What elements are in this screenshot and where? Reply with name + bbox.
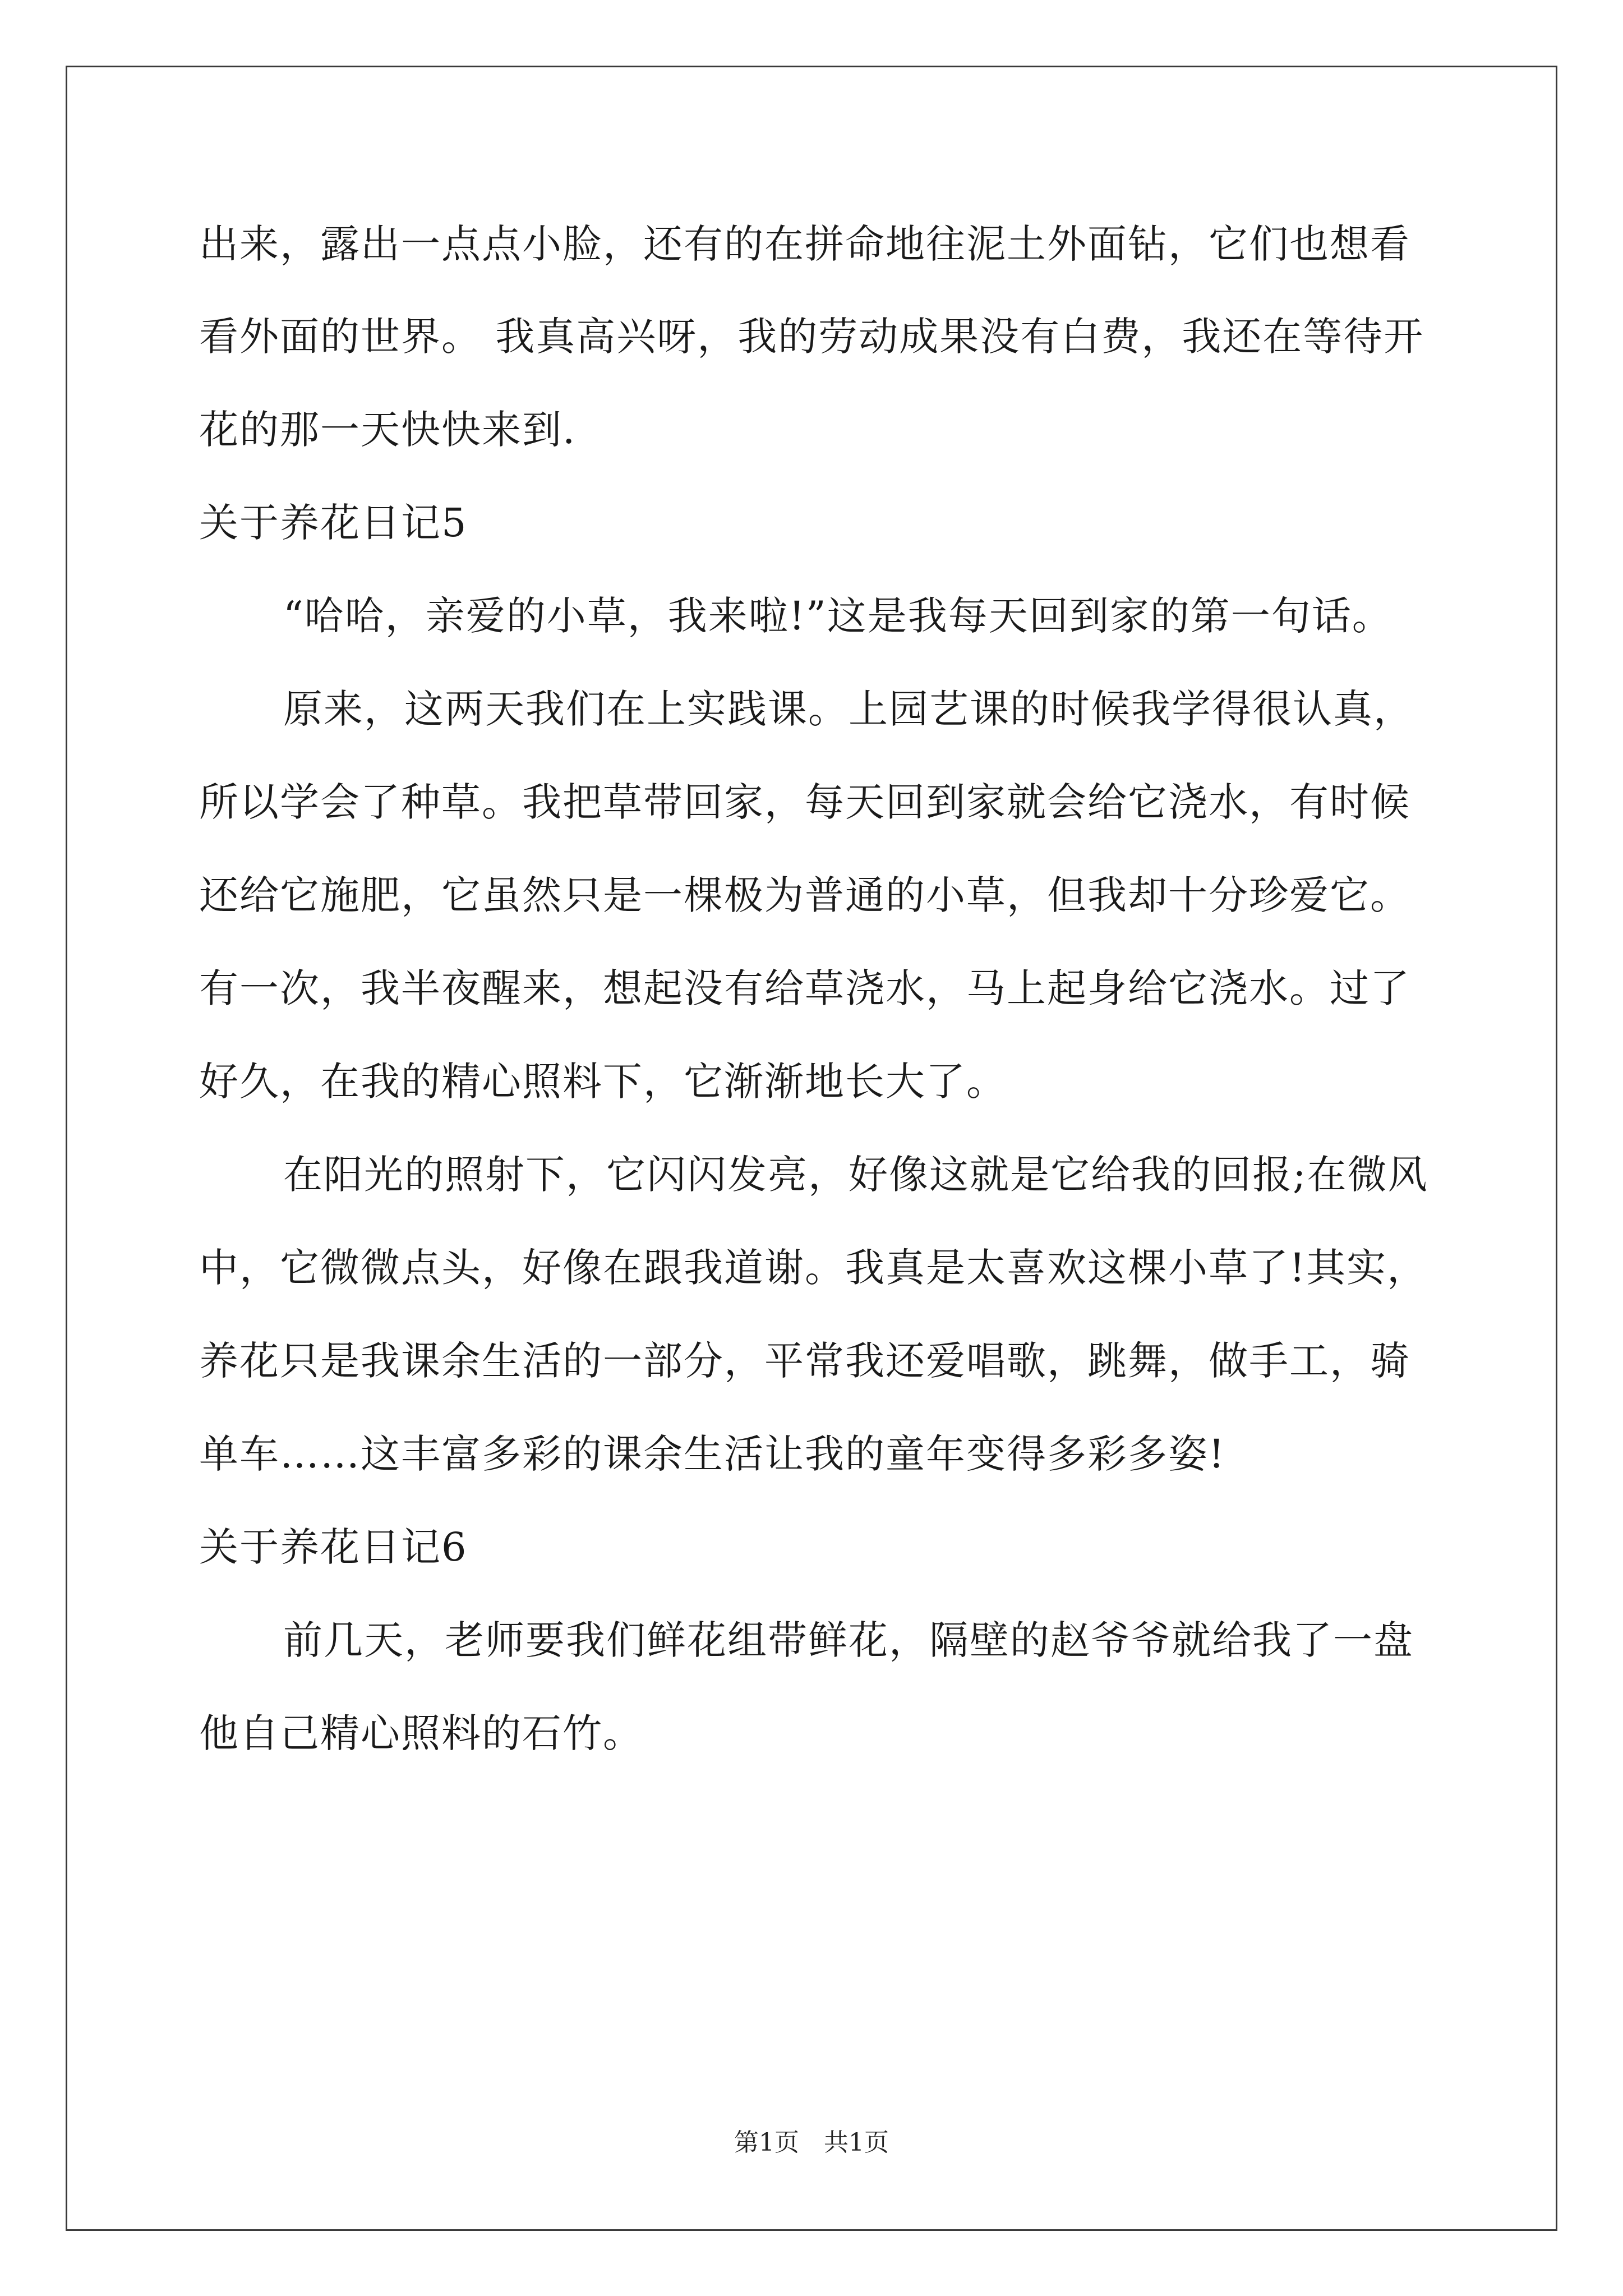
page-total: 共1页 (824, 2128, 889, 2157)
text-line: 中，它微微点头，好像在跟我道谢。我真是太喜欢这棵小草了!其实， (199, 1245, 1428, 1291)
paragraph-start: “哈哈，亲爱的小草，我来啦!”这是我每天回到家的第一句话。 (283, 593, 1393, 639)
section-heading: 关于养花日记5 (199, 500, 468, 546)
page-border (66, 66, 1557, 2231)
text-line: 养花只是我课余生活的一部分，平常我还爱唱歌，跳舞，做手工，骑 (199, 1338, 1410, 1384)
page-number: 第1页 (734, 2128, 799, 2157)
text-line: 花的那一天快快来到. (199, 407, 577, 453)
page-footer (0, 2129, 1623, 2157)
text-line: 单车……这丰富多彩的课余生活让我的童年变得多彩多姿! (199, 1431, 1226, 1477)
text-line: 他自己精心照料的石竹。 (199, 1710, 643, 1756)
text-line: 所以学会了种草。我把草带回家，每天回到家就会给它浇水，有时候 (199, 779, 1410, 825)
text-line: 出来，露出一点点小脸，还有的在拼命地往泥土外面钻，它们也想看 (199, 221, 1410, 267)
paragraph-start: 在阳光的照射下，它闪闪发亮，好像这就是它给我的回报;在微风 (283, 1152, 1428, 1198)
paragraph-start: 前几天，老师要我们鲜花组带鲜花，隔壁的赵爷爷就给我了一盘 (283, 1617, 1414, 1663)
text-line: 还给它施肥，它虽然只是一棵极为普通的小草，但我却十分珍爱它。 (199, 872, 1410, 918)
section-heading: 关于养花日记6 (199, 1524, 468, 1570)
paragraph-start: 原来，这两天我们在上实践课。上园艺课的时候我学得很认真， (283, 686, 1414, 732)
text-line: 好久，在我的精心照料下，它渐渐地长大了。 (199, 1059, 1007, 1105)
text-line: 有一次，我半夜醒来，想起没有给草浇水，马上起身给它浇水。过了 (199, 965, 1410, 1011)
text-line: 看外面的世界。 我真高兴呀，我的劳动成果没有白费，我还在等待开 (199, 314, 1424, 360)
